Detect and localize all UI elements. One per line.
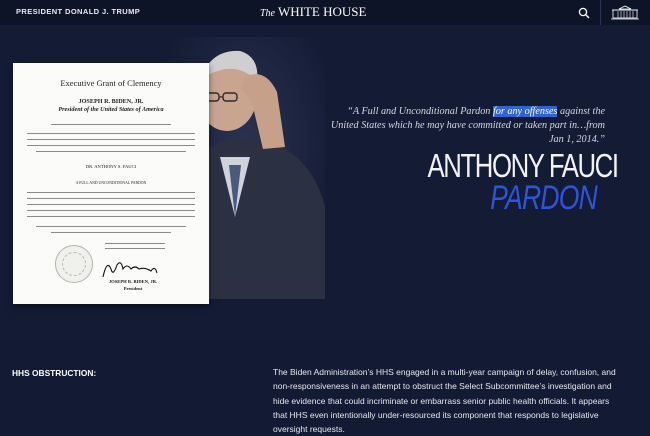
document-text-line [27, 133, 195, 134]
document-signer-title: President of the United States of America [58, 106, 164, 113]
white-house-icon[interactable] [610, 5, 640, 20]
nav-president-link[interactable]: PRESIDENT DONALD J. TRUMP [16, 7, 141, 16]
top-nav [0, 0, 650, 26]
quote-text: “A Full and Unconditional Pardon [347, 106, 493, 117]
document-text-line [27, 139, 195, 140]
document-text-line [27, 145, 195, 146]
document-text-line [51, 232, 171, 233]
logo-main: WHITE HOUSE [278, 4, 367, 19]
document-text-line [36, 226, 186, 227]
pardon-quote [320, 105, 605, 147]
signature-name: JOSEPH R. BIDEN, JR. [108, 279, 158, 284]
document-text-line [105, 248, 165, 249]
document-text-line [27, 204, 195, 205]
logo-the: The [260, 8, 275, 19]
document-recipient: DR. ANTHONY S. FAUCI [85, 164, 137, 169]
search-icon [578, 7, 590, 19]
document-signer: JOSEPH R. BIDEN, JR. [78, 98, 144, 105]
document-text-line [27, 216, 195, 217]
document-text-line [27, 192, 195, 193]
document-recipient-subtitle: A FULL AND UNCONDITIONAL PARDON [75, 181, 147, 185]
site-logo[interactable] [260, 4, 366, 20]
document-text-line [36, 151, 186, 152]
hero-banner [0, 25, 650, 340]
document-text-line [105, 243, 165, 244]
document-title: Executive Grant of Clemency [60, 78, 162, 88]
section-body: The Biden Administration’s HHS engaged in a multi-year campaign of delay, confusion, and non-responsiveness in an attempt to obstruct the Select Subcommittee’s investigation and hide evidence that could incriminate or embarrass senior public health officials. It appears that HHS even intentionally under-resourced its component that responds to legislative oversight requests. [273, 367, 616, 435]
nav-divider [600, 0, 601, 25]
search-button[interactable] [574, 4, 594, 21]
quote-text-end: against the United States which he may have committed or taken part in…from Jan 1, 2014.” [330, 106, 605, 145]
section-label: HHS OBSTRUCTION: [12, 368, 97, 378]
document-text-line [27, 210, 195, 211]
clemency-document [13, 63, 209, 304]
quote-highlight: for any offenses [492, 106, 558, 117]
seal-icon [55, 245, 93, 283]
document-text-line [27, 198, 195, 199]
signature-title: President [123, 286, 143, 291]
hero-subtitle: PARDON [490, 179, 597, 217]
hero-name: ANTHONY FAUCI [427, 147, 618, 184]
content-section [0, 340, 650, 435]
document-text-line [51, 124, 171, 125]
